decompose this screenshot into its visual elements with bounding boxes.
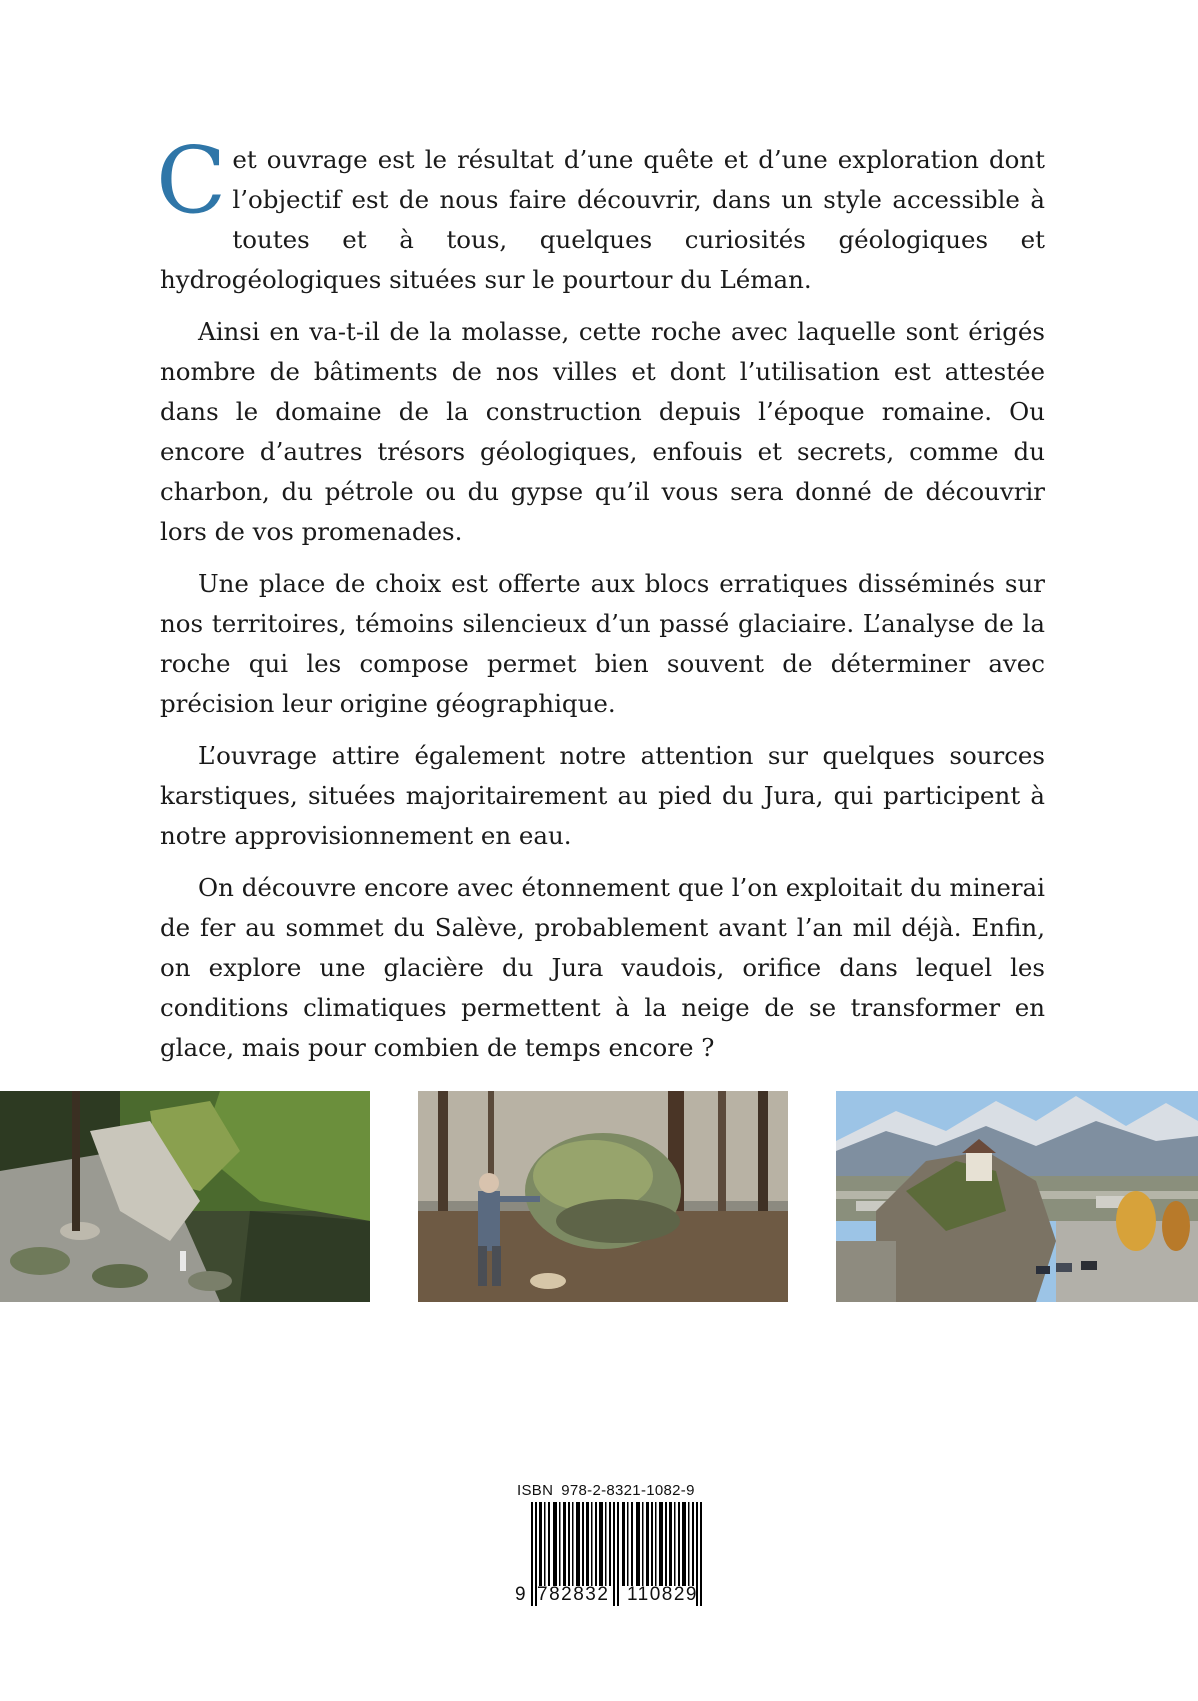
barcode-digit-first: 9 bbox=[515, 1584, 526, 1605]
paragraph-4: L’ouvrage attire également notre attention sur quelques sources karstiques, situées majoritairement au pied du Jura, qui participent à notre approvisionnement en eau. bbox=[160, 741, 1045, 850]
back-cover-text bbox=[156, 127, 1045, 1080]
barcode-digit-group-1: 782832 bbox=[537, 1584, 610, 1605]
guard-bar bbox=[531, 1502, 533, 1606]
barcode-bar bbox=[655, 1502, 657, 1586]
barcode-bar bbox=[568, 1502, 570, 1586]
paragraph-3: Une place de choix est offerte aux blocs erratiques disséminés sur nos territoires, témoins silencieux d’un passé glaciaire. L’analyse de la roche qui les compose permet bien souvent de déterminer avec précision leur origine géographique. bbox=[160, 569, 1045, 718]
guard-bar bbox=[617, 1502, 619, 1606]
barcode-bar bbox=[586, 1502, 589, 1586]
barcode-bar bbox=[682, 1502, 686, 1586]
barcode-bar bbox=[646, 1502, 649, 1586]
barcode-bar bbox=[599, 1502, 603, 1586]
guard-bar bbox=[613, 1502, 615, 1606]
barcode-digit-group-2: 110829 bbox=[627, 1584, 698, 1605]
barcode-bar bbox=[539, 1502, 542, 1586]
photo-erratic-boulder bbox=[418, 1091, 788, 1302]
paragraph-5: On découvre encore avec étonnement que l’on exploitait du minerai de fer au sommet du Salève, probablement avant l’an mil déjà. Enfin, on explore une glacière du Jura vaudois, orifice dans lequel les conditions climatiques permettent à la neige de se transformer en glace, mais pour combien de temps encore ? bbox=[160, 873, 1045, 1062]
barcode-bar bbox=[595, 1502, 597, 1586]
barcode-bar bbox=[553, 1502, 557, 1586]
barcode-bar bbox=[651, 1502, 653, 1586]
isbn-number: 978-2-8321-1082-9 bbox=[561, 1482, 695, 1499]
barcode-bar bbox=[609, 1502, 611, 1586]
barcode-bar bbox=[636, 1502, 640, 1586]
paragraph-2: Ainsi en va-t-il de la molasse, cette roche avec laquelle sont érigés nombre de bâtiments de nos villes et dont l’utilisation est attestée dans le domaine de la construction depuis l’époque romaine. Ou encore d’autres trésors géologiques, enfouis et secrets, comme du charbon, du pétrole ou du gypse qu’il vous sera donné de découvrir lors de vos promenades. bbox=[160, 317, 1045, 546]
barcode-bar bbox=[692, 1502, 694, 1586]
barcode-bar bbox=[642, 1502, 644, 1586]
barcode-bar bbox=[627, 1502, 629, 1586]
photo-rocky-stream bbox=[0, 1091, 370, 1302]
barcode-bar bbox=[665, 1502, 667, 1586]
barcode-bar bbox=[659, 1502, 663, 1586]
paragraph-1-text: et ouvrage est le résultat d’une quête et d’une exploration dont l’objectif est de nous faire découvrir, dans un style accessible à toutes et à tous, quelques curiosités géologiques et hydrogéologiques situées sur le pourtour du Léman. bbox=[160, 145, 1045, 294]
isbn-barcode bbox=[517, 1482, 712, 1606]
barcode-bar bbox=[605, 1502, 607, 1586]
barcode-bar bbox=[576, 1502, 580, 1586]
barcode-bar bbox=[548, 1502, 550, 1586]
barcode-bar bbox=[563, 1502, 566, 1586]
barcode-bar bbox=[544, 1502, 546, 1586]
guard-bar bbox=[700, 1502, 702, 1606]
barcode-bar bbox=[572, 1502, 574, 1586]
isbn-label: ISBN bbox=[517, 1482, 554, 1499]
barcode-bar bbox=[582, 1502, 584, 1586]
paragraph-1 bbox=[156, 127, 1045, 300]
drop-cap: C bbox=[156, 127, 227, 234]
barcode-bar bbox=[559, 1502, 561, 1586]
barcode-bar bbox=[688, 1502, 690, 1586]
photo-castle-alps bbox=[836, 1091, 1198, 1302]
barcode-bar bbox=[591, 1502, 593, 1586]
barcode-bar bbox=[674, 1502, 676, 1586]
barcode-bar bbox=[622, 1502, 625, 1586]
barcode-bar bbox=[631, 1502, 633, 1586]
isbn-text bbox=[517, 1482, 712, 1500]
barcode-bar bbox=[669, 1502, 672, 1586]
barcode-bar bbox=[678, 1502, 680, 1586]
